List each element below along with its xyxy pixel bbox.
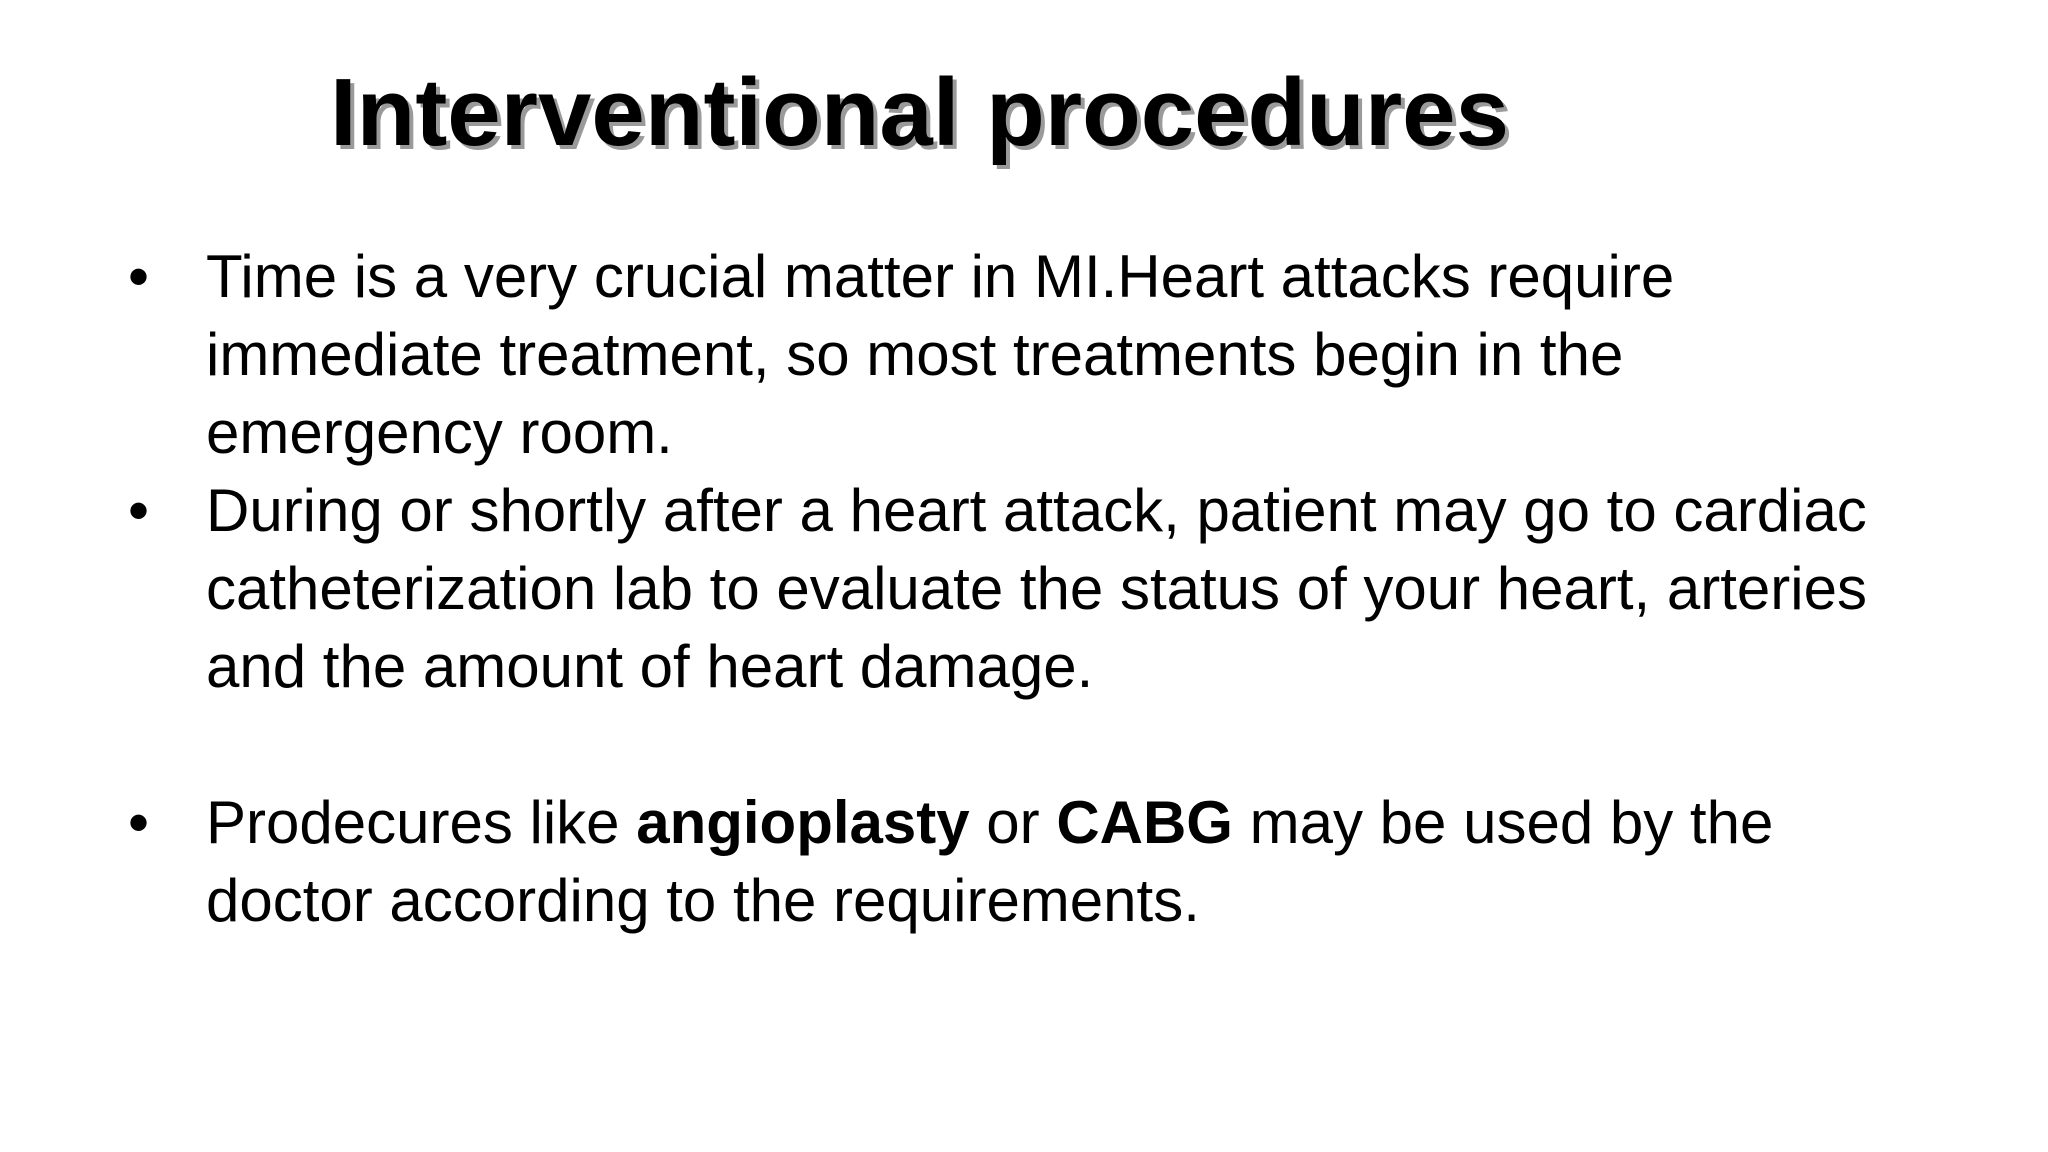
bullet-term-cabg: CABG [1056, 789, 1233, 856]
bullet-item [120, 238, 1880, 472]
bullet-term-angioplasty: angioplasty [636, 789, 970, 856]
spacer [120, 706, 1880, 784]
bullet-marker: • [128, 477, 150, 544]
bullet-marker: • [128, 789, 150, 856]
bullet-text-part: may be used by the doctor according to the requirements. [206, 789, 1774, 934]
bullet-text: During or shortly after a heart attack, patient may go to cardiac catheterization lab to evaluate the status of your heart, arteries and the amount of heart damage. [206, 477, 1867, 700]
bullet-marker: • [128, 243, 150, 310]
slide-title: Interventional procedures [330, 59, 1509, 166]
bullet-item [120, 472, 1880, 706]
bullet-text-part: or [969, 789, 1057, 856]
bullet-text-part: Prodecures like [206, 789, 637, 856]
bullet-text: Time is a very crucial matter in MI.Heart attacks require immediate treatment, so most treatments begin in the emergency room. [206, 243, 1675, 466]
bullet-item [120, 784, 1880, 940]
bullet-list [120, 238, 1880, 940]
